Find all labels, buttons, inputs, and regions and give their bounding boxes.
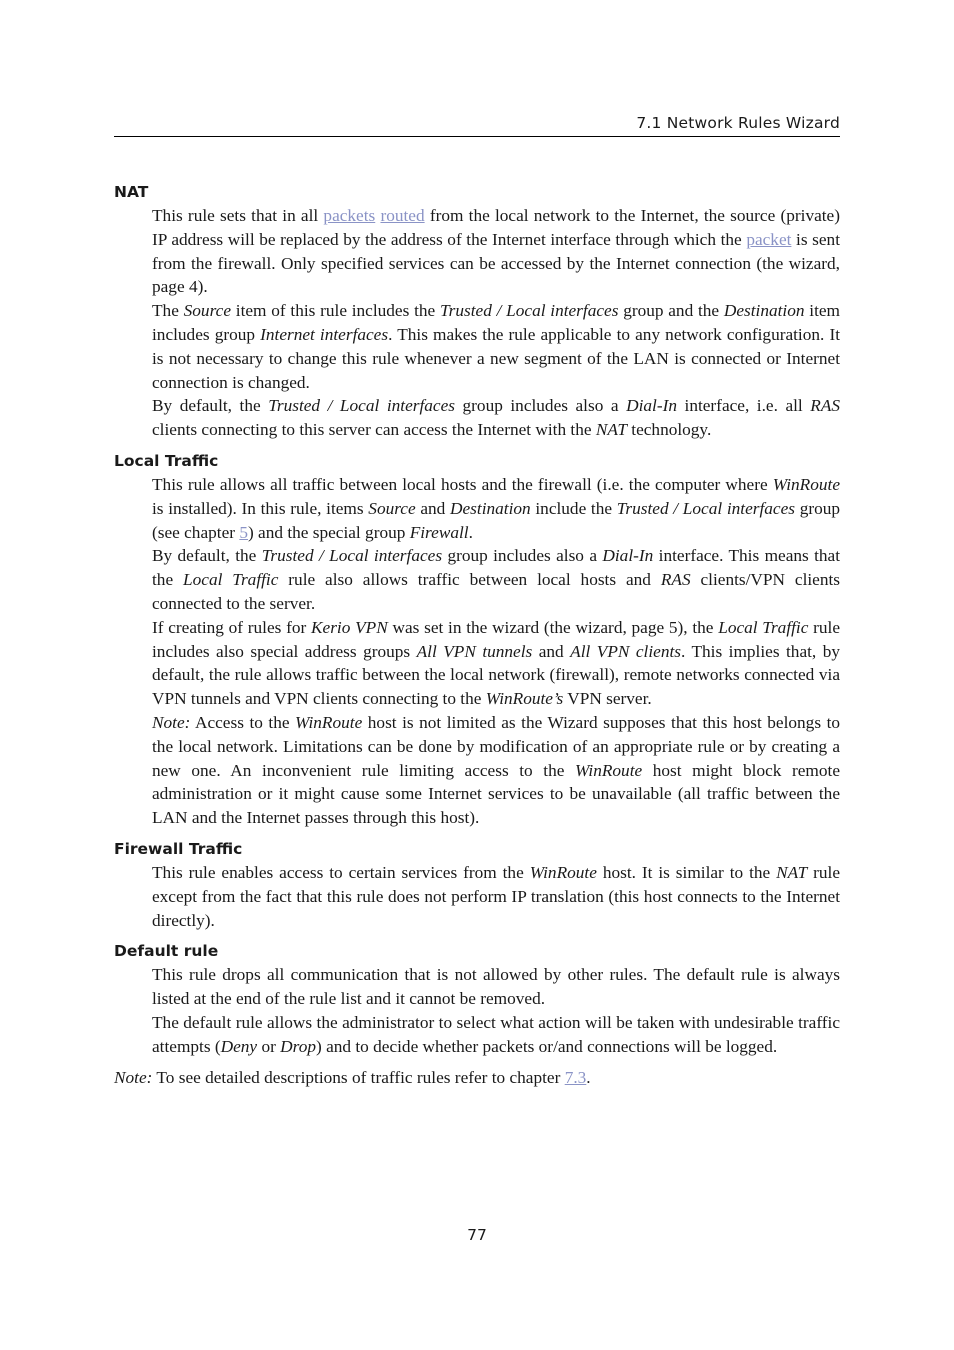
default-paragraph-2 — [152, 1011, 840, 1059]
emph: WinRoute — [295, 712, 363, 732]
text: If creating of rules for — [152, 617, 307, 637]
emph: WinRoute — [574, 760, 643, 780]
nat-paragraph-2 — [152, 299, 840, 394]
text: host is not limited as the Wizard supposes that this host belongs to the local network. Limitations can be done by modification of an appropriate rule or by creating a new one. An inconvenient rule limiting access to the — [152, 712, 841, 780]
emph: All VPN tunnels — [416, 641, 533, 661]
desc-local-traffic — [152, 473, 840, 830]
firewall-paragraph-1 — [152, 861, 840, 932]
emph: Local Traffic — [183, 570, 279, 590]
link-packet[interactable]: packet — [746, 229, 792, 249]
local-paragraph-2 — [152, 544, 840, 615]
link-packets[interactable]: packets — [323, 206, 376, 225]
text: and — [420, 498, 446, 518]
running-title: 7.1 Network Rules Wizard — [636, 114, 840, 132]
link-chapter-5[interactable]: 5 — [239, 522, 248, 542]
section-default-rule — [114, 939, 840, 1058]
desc-nat — [152, 204, 840, 442]
emph: Trusted / Local interfaces — [261, 546, 443, 566]
footer-note — [114, 1066, 840, 1090]
text: ) and the special group — [247, 522, 406, 542]
emph: RAS — [810, 396, 841, 416]
text: host might block remote administration or it might cause some Internet services to be unavailable (all traffic between the LAN and the Internet passes through this host). — [152, 760, 840, 828]
emph: All VPN clients — [570, 641, 681, 661]
default-paragraph-1: This rule drops all communication that is not allowed by other rules. The default rule is always listed at the end of the rule list and it cannot be removed. — [152, 965, 840, 1009]
text: interface, i.e. all — [684, 396, 803, 416]
text: group includes also a — [447, 546, 597, 566]
text: group (see chapter — [152, 498, 841, 542]
text: The default rule allows the administrator to select what action will be taken with undesirable traffic attempts ( — [152, 1012, 840, 1056]
text: and — [538, 641, 564, 661]
text: clients/VPN clients connected to the server. — [152, 570, 841, 613]
emph: WinRoute’s — [485, 689, 564, 709]
text: ) and to decide whether packets or/and connections will be logged. — [316, 1036, 778, 1056]
local-paragraph-1 — [152, 473, 840, 544]
text: rule except from the fact that this rule does not perform IP translation (this host connects to the Internet directly). — [152, 862, 841, 930]
text: technology. — [631, 420, 712, 440]
text: rule includes also special address groups — [152, 617, 841, 661]
text: This rule enables access to certain services from the — [152, 862, 524, 882]
emph: Drop — [280, 1036, 317, 1056]
local-paragraph-3 — [152, 616, 840, 711]
term-firewall-traffic: Firewall Traffic — [114, 839, 243, 858]
emph: Internet interfaces — [260, 324, 389, 344]
text: item includes group — [152, 301, 840, 344]
emph: Source — [183, 301, 231, 321]
desc-firewall-traffic — [152, 861, 840, 932]
emph: Dial-In — [626, 396, 677, 416]
emph: Source — [368, 498, 416, 518]
emph: Dial-In — [602, 546, 654, 566]
text: To see detailed descriptions of traffic rules refer to chapter — [156, 1067, 561, 1087]
text: . This makes the rule applicable to any network configuration. It is not necessary to change this rule whenever a new segment of the LAN is connected or Internet connection is changed. — [152, 324, 840, 392]
text: interface. This means that the — [152, 546, 841, 590]
emph: RAS — [660, 570, 691, 590]
term-nat: NAT — [114, 183, 149, 201]
text: or — [261, 1036, 276, 1056]
emph: Destination — [723, 301, 805, 321]
emph: Trusted / Local interfaces — [439, 301, 619, 321]
text: VPN server. — [567, 689, 652, 709]
link-routed[interactable]: routed — [380, 206, 425, 225]
text: from the local network to the Internet, the source (private) IP address will be replaced by the address of the Internet interface through which the — [152, 206, 840, 249]
text: By default, the — [152, 396, 261, 416]
text: This rule sets that in all — [152, 206, 319, 225]
text: clients connecting to this server can access the Internet with the — [152, 420, 592, 440]
emph: NAT — [595, 420, 627, 440]
text: group and the — [623, 301, 720, 321]
emph: Deny — [220, 1036, 258, 1056]
text: . This implies that, by default, the rule allows traffic between the local network (firewall), remote networks connected via VPN tunnels and VPN clients connecting to the — [152, 641, 840, 709]
emph: Firewall — [409, 522, 469, 542]
note-label: Note: — [152, 712, 191, 732]
text: The — [152, 301, 179, 321]
note-label: Note: — [114, 1067, 153, 1087]
text: Access to the — [194, 712, 290, 732]
emph: Local Traffic — [718, 617, 809, 637]
section-firewall-traffic — [114, 837, 840, 932]
local-paragraph-4 — [152, 711, 840, 830]
section-local-traffic — [114, 449, 840, 830]
text: By default, the — [152, 546, 257, 566]
desc-default-rule — [152, 963, 840, 1058]
emph: Trusted / Local interfaces — [616, 498, 795, 518]
text: . — [468, 522, 473, 542]
text: is sent from the firewall. Only specified services can be accessed by the Internet connection (the wizard, page 4). — [152, 229, 840, 297]
text: . — [586, 1067, 591, 1087]
emph: NAT — [776, 862, 808, 882]
text: rule also allows traffic between local hosts and — [288, 570, 651, 590]
page-number: 77 — [467, 1226, 487, 1244]
text: item of this rule includes the — [235, 301, 436, 321]
emph: Kerio VPN — [311, 617, 388, 637]
text: was set in the wizard (the wizard, page 5), the — [392, 617, 714, 637]
text: This rule allows all traffic between local hosts and the firewall (i.e. the computer where — [152, 474, 768, 494]
text: is installed). In this rule, items — [152, 498, 364, 518]
running-header — [114, 114, 840, 137]
term-default-rule: Default rule — [114, 942, 219, 961]
emph: WinRoute — [772, 474, 840, 494]
term-local-traffic: Local Traffic — [114, 451, 219, 470]
text: host. It is similar to the — [602, 862, 771, 882]
nat-paragraph-3 — [152, 394, 840, 442]
text: group includes also a — [462, 396, 619, 416]
emph: Trusted / Local interfaces — [268, 396, 455, 416]
link-chapter-7-3[interactable]: 7.3 — [564, 1067, 587, 1087]
emph: Destination — [450, 498, 531, 518]
nat-paragraph-1 — [152, 204, 840, 299]
section-nat — [114, 180, 840, 442]
emph: WinRoute — [529, 862, 597, 882]
page-body — [114, 180, 840, 1089]
text: include the — [535, 498, 613, 518]
